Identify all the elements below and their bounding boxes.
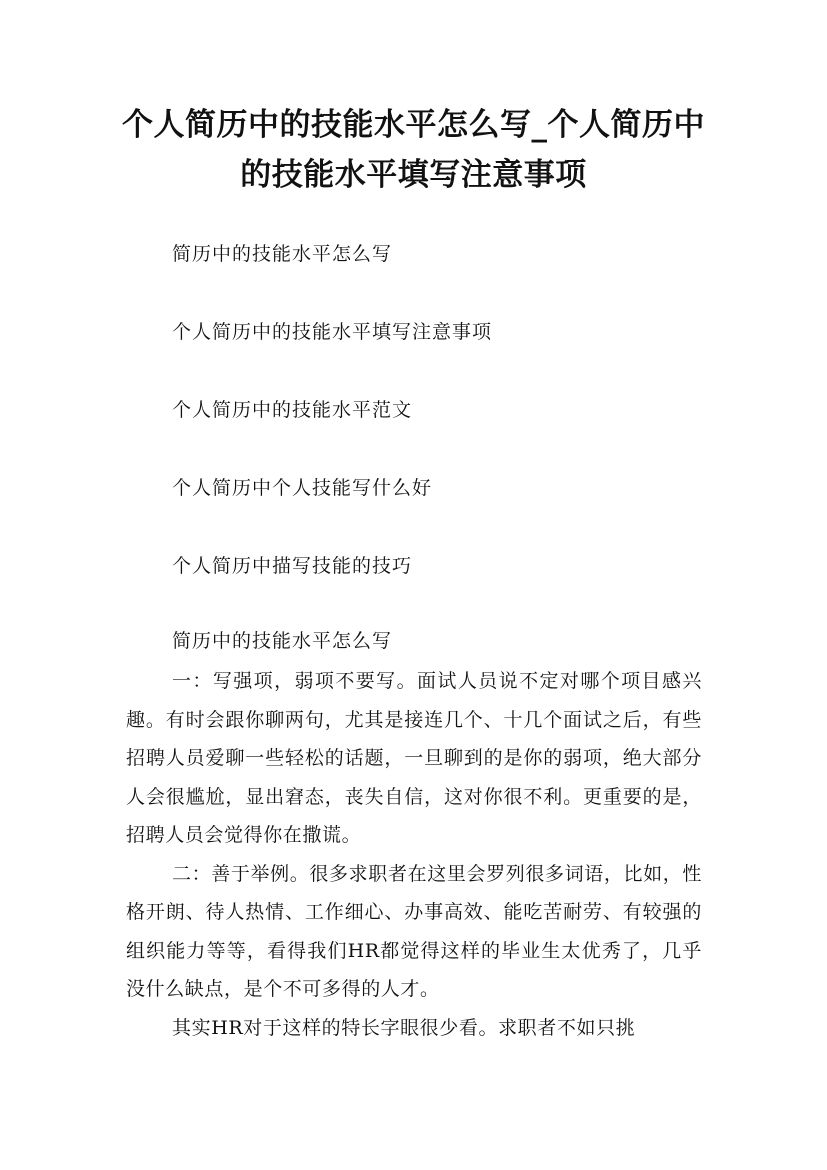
document-title: 个人简历中的技能水平怎么写_个人简历中的技能水平填写注意事项 bbox=[122, 107, 705, 193]
toc-item: 个人简历中个人技能写什么好 bbox=[172, 477, 433, 499]
toc-item: 个人简历中的技能水平填写注意事项 bbox=[172, 321, 493, 343]
body-text bbox=[126, 662, 702, 1047]
toc-item: 个人简历中描写技能的技巧 bbox=[172, 555, 413, 577]
paragraph: 其实HR对于这样的特长字眼很少看。求职者不如只挑 bbox=[172, 1016, 636, 1039]
paragraph: 一：写强项，弱项不要写。面试人员说不定对哪个项目感兴趣。有时会跟你聊两句，尤其是接连几个、十几个面试之后，有些招聘人员爱聊一些轻松的话题，一旦聊到的是你的弱项，绝大部分人会很尴尬，显出窘态，丧失自信，这对你很不利。更重要的是，招聘人员会觉得你在撒谎。 bbox=[126, 670, 702, 846]
paragraph: 二：善于举例。很多求职者在这里会罗列很多词语，比如，性格开朗、待人热情、工作细心、办事高效、能吃苦耐劳、有较强的组织能力等等，看得我们HR都觉得这样的毕业生太优秀了，几乎没什么缺点，是个不可多得的人才。 bbox=[126, 862, 702, 1000]
table-of-contents bbox=[172, 236, 492, 626]
toc-item: 个人简历中的技能水平范文 bbox=[172, 399, 413, 421]
section-heading: 简历中的技能水平怎么写 bbox=[172, 630, 393, 652]
toc-item: 简历中的技能水平怎么写 bbox=[172, 243, 393, 265]
